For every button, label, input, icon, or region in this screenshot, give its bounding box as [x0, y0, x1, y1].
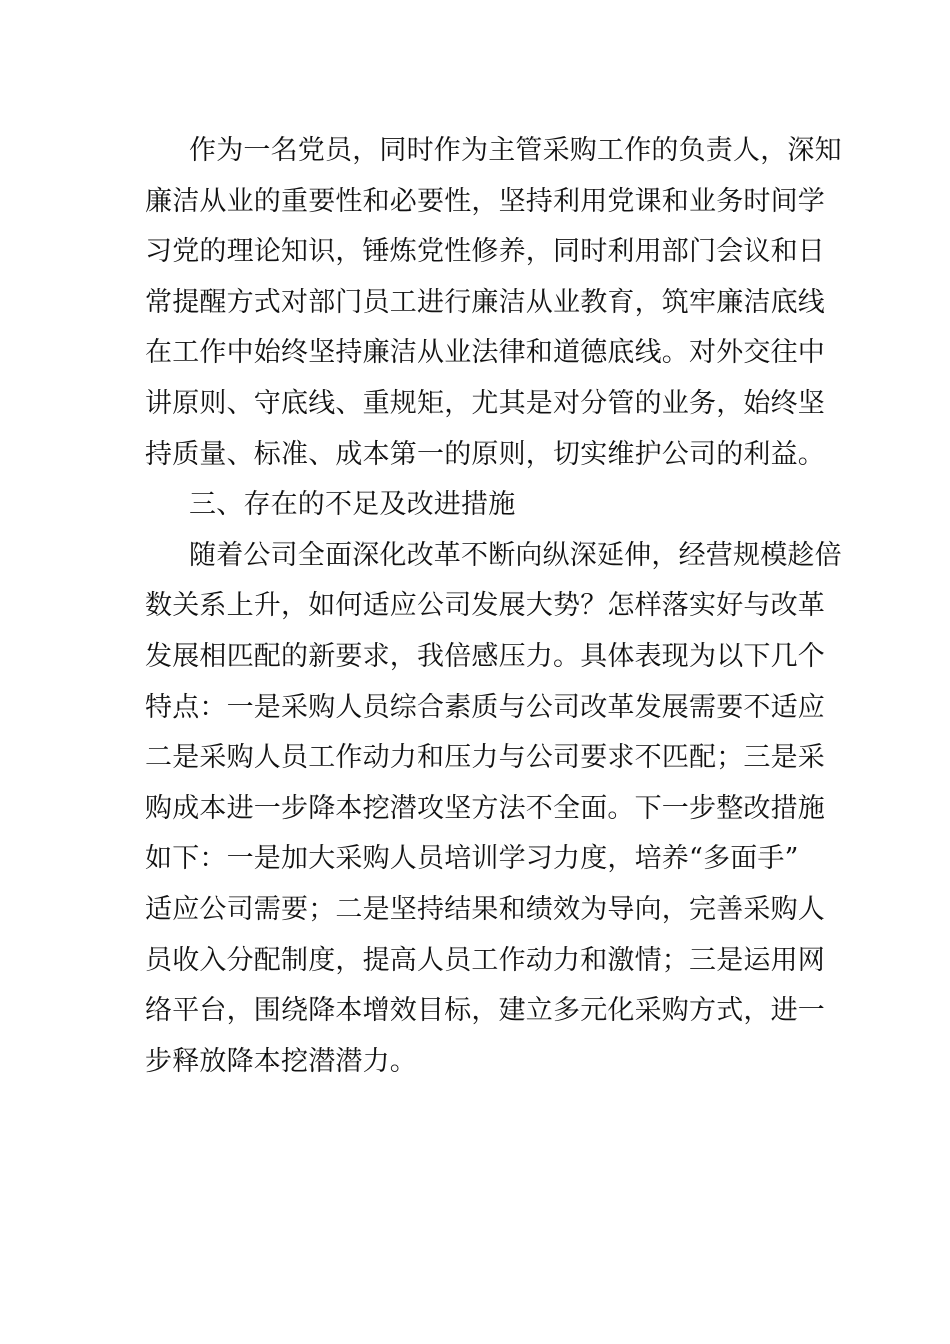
document-body	[145, 126, 842, 1087]
text-line: 购成本进一步降本挖潜攻坚方法不全面。下一步整改措施	[145, 792, 825, 824]
text-line: 随着公司全面深化改革不断向纵深延伸，经营规模趁倍	[189, 539, 842, 571]
text-line: 在工作中始终坚持廉洁从业法律和道德底线。对外交往中	[145, 337, 825, 369]
text-line: 讲原则、守底线、重规矩，尤其是对分管的业务，始终坚	[145, 387, 825, 419]
text-line: 作为一名党员，同时作为主管采购工作的负责人，深知	[189, 135, 842, 166]
text-line: 如下：一是加大采购人员培训学习力度，培养“多面手”	[145, 843, 799, 875]
paragraph-shortcomings	[145, 531, 842, 1088]
text-line: 适应公司需要；二是坚持结果和绩效为导向，完善采购人	[145, 893, 825, 925]
paragraph-integrity	[145, 126, 842, 480]
text-line: 发展相匹配的新要求，我倍感压力。具体表现为以下几个	[145, 640, 825, 672]
text-line: 廉洁从业的重要性和必要性，坚持利用党课和业务时间学	[145, 185, 825, 217]
text-line: 步释放降本挖潜潜力。	[145, 1045, 417, 1077]
text-line: 持质量、标准、成本第一的原则，切实维护公司的利益。	[145, 438, 825, 470]
text-line: 习党的理论知识，锤炼党性修养，同时利用部门会议和日	[145, 236, 825, 268]
text-line: 络平台，围绕降本增效目标，建立多元化采购方式，进一	[145, 995, 825, 1027]
text-line: 常提醒方式对部门员工进行廉洁从业教育，筑牢廉洁底线	[145, 286, 825, 318]
section-heading: 三、存在的不足及改进措施	[189, 489, 516, 521]
text-line: 二是采购人员工作动力和压力与公司要求不匹配；三是采	[145, 742, 825, 774]
text-line: 数关系上升，如何适应公司发展大势？怎样落实好与改革	[145, 590, 825, 622]
text-line: 员收入分配制度，提高人员工作动力和激情；三是运用网	[145, 944, 825, 976]
text-line: 特点：一是采购人员综合素质与公司改革发展需要不适应	[145, 691, 825, 723]
